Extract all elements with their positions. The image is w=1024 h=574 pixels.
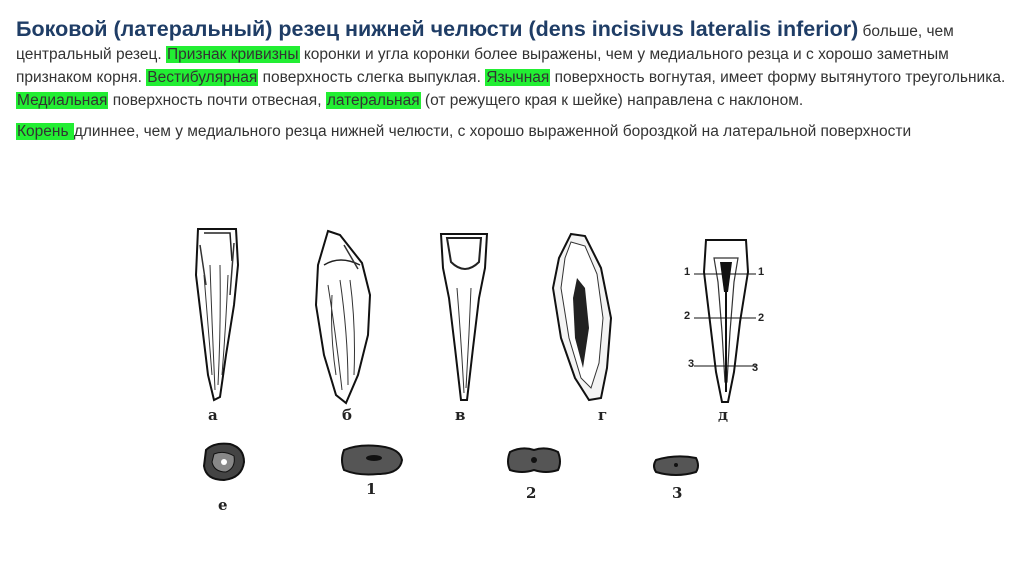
section-mark-1-left: 1 [684,266,691,278]
cross-section-1 [338,440,408,480]
section-mark-3-left: 3 [688,358,695,370]
tooth-view-v [435,228,495,406]
figure-label-a: а [208,406,218,424]
paragraph-2 [16,120,1006,143]
cross-section-3 [652,452,702,480]
figure-label-2: 2 [526,484,537,502]
section-mark-2-left: 2 [684,310,691,322]
text-run: длиннее, чем у медиального резца нижней челюсти, с хорошо выраженной бороздкой на латеральной поверхности [73,123,912,140]
cross-section-e [200,440,248,484]
tooth-view-a [190,225,245,405]
figure-label-3: 3 [672,484,683,502]
tooth-view-g [545,228,625,406]
cross-section-2 [506,442,564,478]
text-run: поверхность почти отвесная, [108,92,326,109]
figure-label-1: 1 [366,480,377,498]
text-run: поверхность слегка выпуклая. [258,69,486,86]
highlight-lingual: Язычная [486,69,550,86]
highlight-root: Корень [17,123,73,140]
highlight-vestibular: Вестибулярная [147,69,258,86]
highlight-curvature: Признак кривизны [166,46,299,63]
text-run: больше, чем центральный резец. [16,23,954,63]
tooth-view-b [310,225,390,405]
paragraph-1 [16,16,1006,112]
section-mark-3-right: 3 [752,362,759,374]
highlight-medial: Медиальная [17,92,108,109]
section-mark-2-right: 2 [758,312,765,324]
highlight-lateral: латеральная [326,92,420,109]
text-run: коронки и угла коронки более выражены, чем у медиального резца и с хорошо заметным признаком корня. [16,46,949,86]
slide-title: Боковой (латеральный) резец нижней челюсти (dens incisivus lateralis inferior) [16,17,859,41]
figure-label-e: е [218,496,228,514]
text-block [16,16,1006,143]
figure-label-b: б [342,406,353,424]
figure-label-v: в [455,406,466,424]
text-run: поверхность вогнутая, имеет форму вытянутого треугольника. [550,69,1006,86]
text-run: (от режущего края к шейке) направлена с наклоном. [420,92,804,109]
section-mark-1-right: 1 [758,266,765,278]
figure-label-g: г [598,406,608,424]
figure-label-d: д [718,406,728,424]
tooth-view-d [680,232,770,406]
